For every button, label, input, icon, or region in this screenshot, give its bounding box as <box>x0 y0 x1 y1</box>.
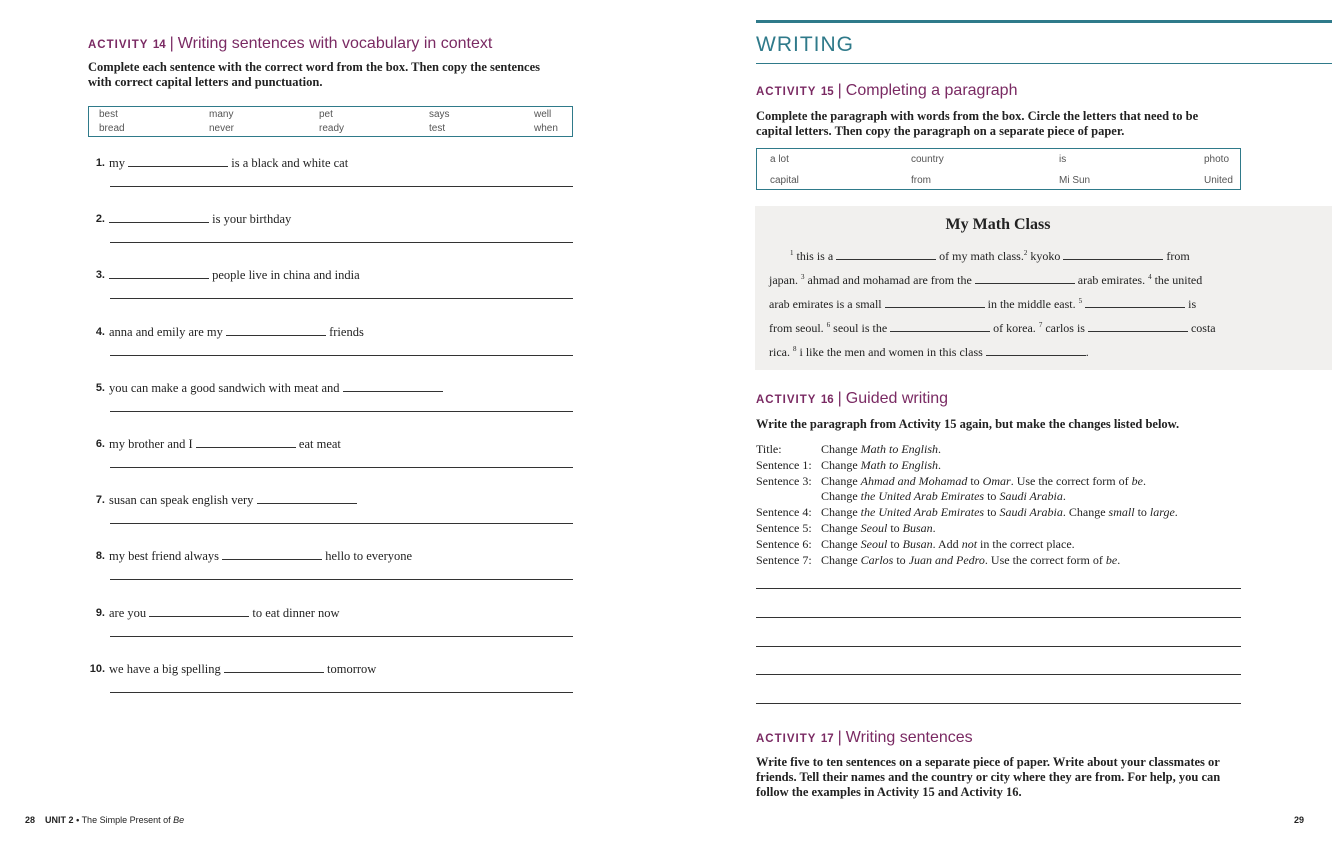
word-box-word: capital <box>770 175 799 186</box>
word-box <box>756 148 1241 190</box>
guided-row-label: Sentence 1: <box>756 457 812 472</box>
paragraph-box <box>755 206 1332 370</box>
answer-line[interactable] <box>110 355 573 356</box>
exercise-item-5 <box>88 382 574 422</box>
fill-in-blank[interactable] <box>885 297 985 308</box>
activity-title: Writing sentences <box>845 729 973 746</box>
fill-in-blank[interactable] <box>224 662 324 673</box>
guided-row-text: Change Seoul to Busan. Add not in the correct place. <box>821 536 1075 551</box>
guided-writing-row <box>756 521 936 536</box>
guided-row-label: Sentence 3: <box>756 473 812 488</box>
footer-bullet: • <box>76 815 80 825</box>
activity-number: 17 <box>820 733 834 745</box>
chapter-title-emphasis: Be <box>173 815 185 825</box>
activity-15-instructions: Complete the paragraph with words from the box. Circle the letters that need to be capital letters. Then copy the paragraph on a separate piece of paper. <box>756 109 1199 138</box>
activity-14-instructions: Complete each sentence with the correct word from the box. Then copy the sentences with correct capital letters and punctuation. <box>88 60 541 89</box>
fill-in-blank[interactable] <box>1063 249 1163 260</box>
word-box-word: from <box>911 175 931 186</box>
word-box-word: says <box>429 109 450 120</box>
activity-16-instructions: Write the paragraph from Activity 15 again, but make the changes listed below. <box>756 417 1180 431</box>
guided-row-text: Change Ahmad and Mohamad to Omar. Use the correct form of be. <box>821 473 1146 488</box>
activity-label: ACTIVITY <box>88 39 149 51</box>
paragraph-line-4: from seoul. $^6$ seoul is the of korea. $^7$ carlos is costa <box>769 321 1216 335</box>
item-text-after: is a black and white cat <box>231 156 349 170</box>
fill-in-blank[interactable] <box>836 249 936 260</box>
section-title: WRITING <box>756 33 854 56</box>
word-box-word: Mi Sun <box>1059 175 1091 186</box>
item-text-after: to eat dinner now <box>252 606 340 620</box>
item-text-before: my best friend always <box>109 549 220 563</box>
guided-writing-row <box>756 505 1178 520</box>
activity-title: Writing sentences with vocabulary in context <box>177 35 493 52</box>
guided-row-label: Sentence 6: <box>756 536 812 551</box>
guided-writing-row <box>756 489 1066 504</box>
answer-line[interactable] <box>110 636 573 637</box>
activity-label: ACTIVITY <box>756 733 817 745</box>
guided-row-text: Change Math to English. <box>821 442 941 456</box>
word-box-word: country <box>911 154 944 165</box>
word-box-word: many <box>209 109 234 120</box>
exercise-item-7 <box>88 494 574 534</box>
guided-writing-row <box>756 442 941 457</box>
fill-in-blank[interactable] <box>149 606 249 617</box>
item-text-after: people live in china and india <box>212 268 360 282</box>
item-text-after: friends <box>329 325 364 339</box>
item-number: 5. <box>95 382 105 394</box>
item-text-after: eat meat <box>298 437 341 451</box>
exercise-item-8 <box>88 550 574 590</box>
item-text-before: are you <box>109 606 147 620</box>
answer-line[interactable] <box>756 674 1241 675</box>
chapter-title: The Simple Present of <box>81 815 171 825</box>
item-number: 9. <box>95 607 105 619</box>
guided-row-text: Change Math to English. <box>821 457 941 472</box>
word-box <box>88 106 573 137</box>
activity-label: ACTIVITY <box>756 86 817 98</box>
item-number: 8. <box>95 550 105 562</box>
word-box-word: pet <box>319 109 333 120</box>
word-box-word: United <box>1204 175 1233 186</box>
item-number: 6. <box>95 438 105 450</box>
item-text-before: my brother and I <box>109 437 193 451</box>
fill-in-blank[interactable] <box>109 268 209 279</box>
item-number: 10. <box>89 663 105 675</box>
fill-in-blank[interactable] <box>128 156 228 167</box>
paragraph-line-2: japan. $^3$ ahmad and mohamad are from the arab emirates. $^4$ the united <box>769 273 1203 287</box>
answer-line[interactable] <box>110 523 573 524</box>
item-text-before: anna and emily are my <box>109 325 223 339</box>
item-text-before: my <box>109 156 125 170</box>
item-text-after: hello to everyone <box>325 549 413 563</box>
guided-writing-row <box>756 458 941 473</box>
activity-label: ACTIVITY <box>756 394 817 406</box>
guided-row-label: Sentence 4: <box>756 505 812 520</box>
item-text-after: is your birthday <box>212 212 292 226</box>
guided-writing-row <box>756 553 1120 568</box>
fill-in-blank[interactable] <box>975 273 1075 284</box>
answer-line[interactable] <box>756 646 1241 647</box>
fill-in-blank[interactable] <box>1088 321 1188 332</box>
answer-line[interactable] <box>110 692 573 693</box>
divider: | <box>837 729 842 746</box>
guided-writing-row <box>756 474 1146 489</box>
word-box-word: best <box>99 109 118 120</box>
paragraph-line-3: arab emirates is a small in the middle east. $^5$ is <box>769 297 1197 311</box>
guided-row-text: Change Carlos to Juan and Pedro. Use the correct form of be. <box>821 552 1121 567</box>
answer-line[interactable] <box>110 467 573 468</box>
guided-row-label: Sentence 7: <box>756 552 812 567</box>
paragraph-title: My Math Class <box>945 216 1051 233</box>
answer-line[interactable] <box>110 298 573 299</box>
guided-writing-row <box>756 537 1075 552</box>
guided-row-text: Change the United Arab Emirates to Saudi Arabia. Change small to large. <box>821 505 1178 520</box>
activity-number: 16 <box>820 394 834 406</box>
section-top-rule <box>756 20 1332 23</box>
answer-line[interactable] <box>110 411 573 412</box>
activity-number: 15 <box>820 86 834 98</box>
activity-15-heading <box>756 82 1017 100</box>
fill-in-blank[interactable] <box>109 212 209 223</box>
fill-in-blank[interactable] <box>343 381 443 392</box>
guided-row-text: Change Seoul to Busan. <box>821 521 936 535</box>
exercise-item-3 <box>88 269 574 309</box>
exercise-item-10 <box>88 663 574 703</box>
activity-14-heading <box>88 35 492 53</box>
item-number: 4. <box>95 326 105 338</box>
left-page-footer <box>25 815 184 825</box>
activity-title: Guided writing <box>845 390 949 407</box>
activity-17-heading <box>756 729 973 747</box>
paragraph-line-5: rica. $^8$ i like the men and women in this class . <box>769 345 1089 359</box>
answer-line[interactable] <box>110 186 573 187</box>
divider: | <box>837 82 842 99</box>
item-number: 2. <box>95 213 105 225</box>
fill-in-blank[interactable] <box>257 493 357 504</box>
word-box-word: a lot <box>770 154 789 165</box>
divider: | <box>837 390 842 407</box>
item-text-after: tomorrow <box>327 662 377 676</box>
answer-line[interactable] <box>110 242 573 243</box>
activity-number: 14 <box>152 39 166 51</box>
paragraph-line-1: $^1$ this is a of my math class.$^2$ kyoko from <box>790 249 1190 263</box>
section-under-rule <box>756 63 1332 64</box>
exercise-item-4 <box>88 326 574 366</box>
word-box-word: well <box>534 109 552 120</box>
exercise-item-2 <box>88 213 574 253</box>
guided-row-text: Change the United Arab Emirates to Saudi Arabia. <box>821 489 1066 504</box>
page-number: 28 <box>25 815 36 825</box>
item-text-before: we have a big spelling <box>109 662 221 676</box>
right-page-number: 29 <box>1294 815 1305 825</box>
divider: | <box>169 35 174 52</box>
exercise-item-6 <box>88 438 574 478</box>
answer-line[interactable] <box>110 579 573 580</box>
word-box-word: photo <box>1204 154 1230 165</box>
guided-row-label: Title: <box>756 442 782 456</box>
word-box-word: ready <box>319 123 345 134</box>
fill-in-blank[interactable] <box>1085 297 1185 308</box>
fill-in-blank[interactable] <box>986 345 1086 356</box>
item-number: 3. <box>95 269 105 281</box>
fill-in-blank[interactable] <box>222 549 322 560</box>
activity-title: Completing a paragraph <box>845 82 1018 99</box>
item-text-before: you can make a good sandwich with meat and <box>109 381 340 395</box>
answer-line[interactable] <box>756 703 1241 704</box>
answer-line[interactable] <box>756 617 1241 618</box>
fill-in-blank[interactable] <box>196 437 296 448</box>
item-number: 1. <box>95 157 105 169</box>
activity-17-instructions: Write five to ten sentences on a separate piece of paper. Write about your classmates or friends. Tell their names and the country or city where they are from. For help, you can follow the examples in Activity 15 and Activity 16. <box>756 755 1221 799</box>
exercise-item-9 <box>88 607 574 647</box>
item-text-before: susan can speak english very <box>109 493 254 507</box>
word-box-word: when <box>534 123 558 134</box>
item-number: 7. <box>95 494 105 506</box>
fill-in-blank[interactable] <box>226 325 326 336</box>
word-box-word: never <box>209 123 235 134</box>
activity-16-heading <box>756 390 948 408</box>
answer-line[interactable] <box>756 588 1241 589</box>
guided-row-label: Sentence 5: <box>756 521 812 535</box>
word-box-word: is <box>1059 154 1067 165</box>
word-box-word: bread <box>99 123 125 134</box>
unit-label: UNIT 2 <box>45 815 74 825</box>
exercise-item-1 <box>88 157 574 197</box>
word-box-word: test <box>429 123 446 134</box>
fill-in-blank[interactable] <box>890 321 990 332</box>
